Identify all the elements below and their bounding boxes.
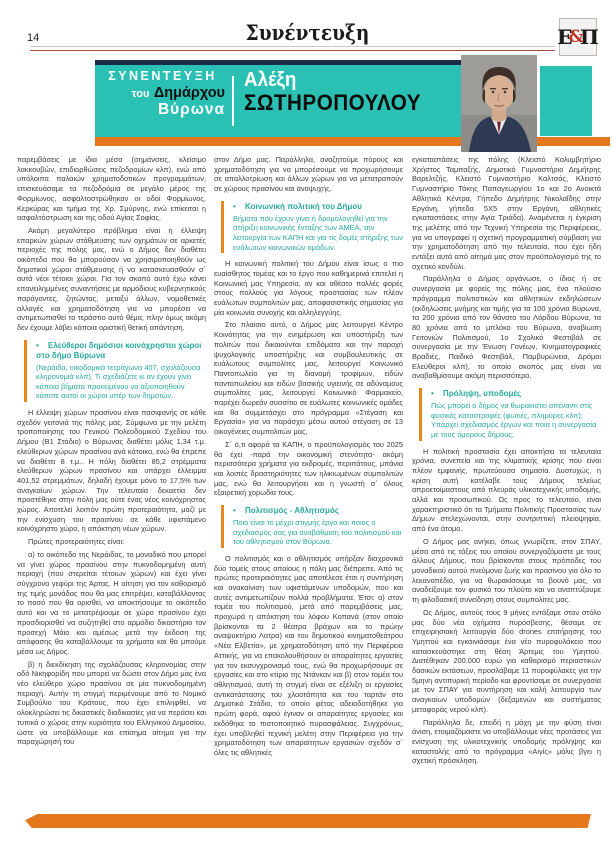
logo-left: Ε bbox=[557, 25, 573, 49]
question-block bbox=[24, 340, 206, 402]
portrait-illustration bbox=[461, 55, 537, 152]
paragraph: Παράλληλα δε, επειδή η μάχη με την φύση είναι άνιση, ετοιμαζόμαστε να υποβάλλουμε νέες προτάσεις για ενίσχυση της υλικοτεχνικής υποδομής πρόληψης και καταστολής από το πρόγραμμα «Αιγίς» μόλις βγει η σχετική πρόσκληση. bbox=[412, 717, 601, 766]
question-text: Πώς μπορεί ο δήμος να θωρακιστεί απέναντι στις φυσικές καταστροφές (φωτιές, πλημύρες κλπ); Υπάρχει σχεδιασμός έργων και ποια η συνεργασία με τους όμορους δήμους; bbox=[431, 401, 597, 439]
newspaper-logo bbox=[559, 18, 597, 56]
paragraph: παρεμβάσεις με ίδια μέσα (σημάνσεις, κλείσιμο λακκουβών, επιδιορθώσεις πεζοδρομίων κλπ), ενώ από υπόλοιπα παλαιών χρηματοδοτικών προγραμμάτων, επισκευάσαμε τα πεζοδρόμια σε μεγάλο μέρος της Φορμίωνος, ασφαλτοστρώθηκαν οι οδοί Φορμίωνος, Κερκύρας και τμήμα της Χρ. Σμύρνης, ενώ επίκειται η ασφαλτόστρωση και της οδού Αγίας Σοφίας. bbox=[17, 155, 206, 223]
question-heading bbox=[431, 389, 601, 399]
article-column-3 bbox=[412, 155, 601, 811]
paragraph: β) η διεκδίκηση της σχολάζουσας κληρονομίας στην οδό Νικηφορίδη που μπορεί να δώσει στον Δήμο μας ένα νέο ελεύθερο χώρο πρασίνου σε μία πυκνοδομημένη περιοχή. Αυτήν τη στιγμή περιμένουμε από το Νομικό Συμβούλιο του Κράτους, που έχει επιληφθεί, να ολοκληρώσει τις δικαστικές διαδικασίες για να περάσει και τυπικά ο χώρος στην κυριότητα του Ελληνικού Δημοσίου, ώστε να υποβάλλουμε και επίσημα αίτημα για την παραχώρησή του bbox=[17, 659, 206, 747]
paragraph: στον Δήμο μας. Παράλληλα, αναζητούμε πόρους και χρηματοδότηση για να μπορέσουμε να προχωρήσουμε σε απαλλοτρίωση και άλλων χώρων για να μετατραπούν σε χώρους πρασίνου και αναψυχής. bbox=[214, 155, 403, 194]
paragraph: Παράλληλα ο Δήμος οργάνωσε, ο ίδιος ή σε συνεργασία με φορείς της πόλης μας, ένα πλούσιο πρόγραμμα πολιτιστικών και αθλητικών εκδηλώσεων (εκδηλώσεις μνήμης και τιμής για τα 100 χρόνια Βύρωνα, τα 200 χρόνια από τον θάνατο του Λόρδου Βύρωνα, τα 80 χρόνια από το μπλόκο του Βύρωνα, αναβίωση Γειτονιών Πολιτισμού, 1ο Σχολικό Φεστιβάλ σε συνεργασία με την Ένωση Γονέων, Κινηματογραφικές Βραδιές, Παιδικό Φεστιβάλ, Παμβυρώνεια, Δρόμοι Ελεύθεροι κλπ), το οποίο σκοπός μας είναι να αναβαθμίσουμε ακόμη περισσότερο. bbox=[412, 274, 601, 381]
kicker-mayor: Δημάρχου bbox=[153, 85, 225, 102]
interview-kicker bbox=[100, 70, 225, 118]
paragraph: Σ΄ ό,τι αφορά τα ΚΑΠΗ, ο προϋπολογισμός του 2025 θα έχει -παρά την οικονομική στενότητα- ακόμη περισσότερα χρήματα για εκδρομές, περιπάτους, μπάνια και λοιπές δραστηριότητες των ηλικιωμένων συμπολιτών μας, ενώ θα λειτουργήσει και η γνωστή σ΄ όλους εξαιρετική χορωδία τους. bbox=[214, 439, 403, 498]
question-block bbox=[221, 505, 403, 548]
question-heading bbox=[233, 506, 403, 516]
question-title: Κοινωνική πολιτική του Δήμου bbox=[245, 201, 362, 211]
header-rule bbox=[30, 46, 555, 51]
article-column-1 bbox=[17, 155, 206, 811]
kicker-of: του bbox=[131, 88, 150, 101]
paragraph: Πρώτες προτεραιότητες είναι: bbox=[28, 537, 125, 547]
paragraph: Η έλλειψη χώρων πρασίνου είναι πασιφανής σε κάθε σχεδόν γειτονιά της πόλης μας. Σύμφωνα με την μελέτη τροποποίησης του Γενικού Πολεοδομικού Σχεδίου του Δήμου (Β1 Στάδιο) ο Βύρωνας διαθέτει μόλις 1,34 τ.μ. ελεύθερων χώρων πρασίνου ανά κάτοικο, ενώ θα έπρεπε να διαθέτει 8 τ.μ.. Η πόλη διαθέτει 85,2 στρέμματα ελεύθερων χώρων πρασίνου και υπάρχει έλλειμμα 401,52 στρεμμάτων, δηλαδή έχουμε μόνο το 17,5% των αναγκαίων χώρων. Την τελευταία δεκαετία δεν προστέθηκε στην πόλη μας ούτε ένας νέος κοινόχρηστος χώρος. Αποτελεί λοιπόν πρώτη προτεραιότητα, μαζί με την ενίσχυση του πρασίνου σε κάθε υφιστάμενο κοινόχρηστο χώρο, η απόκτηση νέων χώρων. bbox=[17, 408, 206, 534]
banner-divider bbox=[232, 76, 234, 126]
paragraph: Στο πλαίσιο αυτό, ο Δήμος μας λειτουργεί Κέντρο Κοινότητας για την ενημέρωση και υποστήριξη των πολιτών που δικαιούνται επιδόματα και την παροχή ψυχολογικής υποστήριξης και συμβουλευτικής σε ευάλωτους συμπολίτες μας, λειτουργεί Κοινωνικό Παντοπωλείο για τη διανομή τροφίμων, ειδών παντοπωλείου και ειδών βασικής υγιεινής σε αδύναμους συμπολίτες μας, λειτουργεί Κοινωνικό Φαρμακείο, παρέχει δωρεάν συσσίτιο σε ευάλωτες κοινωνικές ομάδες και θα συμμετάσχει στο πρόγραμμα «Στέγαση και Εργασία» για να παράσχει μέσω αυτού στέγαση σε 13 οικογένειες συμπολιτών μας, bbox=[214, 320, 403, 437]
paragraph: Ο Δήμος μας ανήκει, όπως γνωρίζετε, στον ΣΠΑΥ, μέσα από τις τάξεις του οποίου συνεργαζόμαστε με τους άλλους Δήμους, που βρίσκονται στους πρόποδες του μοναδικού αυτού πνεύμονα ζωής και πρασίνου για όλο το λεκανοπέδιο, για να θωρακίσουμε το βουνό μας, να αναδείξουμε τον φυσικό του πλούτο και να αναπτύξουμε τη φιλοδασική συνείδηση στους συμπολίτες μας. bbox=[412, 536, 601, 605]
mayor-last-name: ΣΩΤΗΡΟΠΟΥΛΟΥ bbox=[244, 90, 421, 115]
logo-ampersand-icon: & bbox=[568, 26, 584, 47]
paragraph: Η πολιτική προστασία έχει αποκτήσει τα τελευταία χρόνια, συνεπεία και της κλιματικής κρίσης που είναι πλέον εμφανής, πρωτεύουσα σημασία. Δυστυχώς, η κρίση αυτή κατέλαβε τους Δήμους τελείως απροετοίμαστους από πλευράς υλικοτεχνικής υποδομής, αλλά και προσωπικού. Ως προς το τελευταίο, είναι χαρακτηριστικό ότι τα Τμήματα Πολιτικής Προστασίας των Δήμων στελεχώνονται, στην συντριπτική πλειοψηφία, από ένα άτομο. bbox=[412, 446, 601, 534]
mayor-portrait-photo bbox=[461, 55, 537, 152]
page-number: 14 bbox=[27, 32, 40, 44]
question-title: Πρόληψη, υποδομές bbox=[443, 389, 522, 399]
paragraph: εγκαταστάσεις της πόλης (Κλειστό Κολυμβητήριο Χρήστος Ταμπαξής, Δημοτικό Γυμναστήριο Δημήτρης Βαρελτζής, Κλειστό Γυμναστήριο Καλτσάς, Κλειστό Γυμναστήριο Τάκης Παπαγεωργίου 1ο και 2ο Ανοικτά Αθλητικά Κέντρα, Γήπεδο Δημήτρης Νικολαΐδης στην Εργάνη, γήπεδα 5Χ5 στην Εργάνη, αθλητικές εγκαταστάσεις στην Αγία Τριάδα). Αναμένεται η έγκριση της μελέτης από την Τεχνική Υπηρεσία της Περιφέρειας, για να υπογραφεί η σχετική προγραμματική σύμβαση για την χρηματοδότηση από την τελευταία, που έχει ήδη εντάξει αυτά από αίτημά μας στον προϋπολογισμό της το σχετικό κονδύλι. bbox=[412, 155, 601, 271]
question-text: Βήματα που έχουν γίνει ή δρομολογηθεί για την στήριξη κοινωνικής ένταξης των ΑΜΕΑ, την λειτουργία των ΚΑΠΗ και για τις δομές στήριξης των ευάλωτων κοινωνικών ομάδων. bbox=[233, 213, 403, 252]
question-block bbox=[419, 388, 601, 440]
paragraph: Ο πολιτισμός και ο αθλητισμός υπήρξαν διαχρονικά δύο τομείς στους οποίους η πόλη μας διέπρεπε. Από τις πρώτες προτεραιότητες μας αποτέλεσε έτσι η συντήρηση και ανακαίνιση των υφιστάμενων υποδομών, που και αυτές αντιμετωπίζουν πολλά προβλήματα. Έτσι: α) στον τομέα του πολιτισμού, μετά από παρεμβάσεις μας, προχωρά η απόκτηση του λόφου Κοπανά (στον οποίο βρίσκονται τα 2 θέατρα βράχων και το πρώην αναψυκτήριο Λατρα) και του δημοτικού κινηματοθεάτρου «Νέα Ελβετία», με χρηματοδότηση από την Περιφέρεια Αττικής, για να επακολουθήσουν οι απαραίτητες εργασίες για τον εκσυγχρονισμό τους, ενώ θα προχωρήσουμε σε εργασίες και στο κτίριο της Ντάνκαν και β) στον τομέα του αθλητισμού, αυτή τη στιγμή είναι σε εξέλιξη οι εργασίες αντικατάστασης του χλοοτάπητα και του ταρτάν στο Δημοτικό Στάδιο, το οποίο φέτος αδειοδοτήθηκε για πρώτη φορά, αφού έγιναν οι απαραίτητες εργασίες και εκδόθηκε το πιστοποιητικό πυρασφάλειας. Συγχρόνως, έχει υποβληθεί τεχνική μελέτη στην Περιφέρεια για την χρηματοδότηση των απαραίτητων εργασιών σχεδόν σ΄ όλες τις αθλητικές bbox=[214, 553, 403, 757]
kicker-line1: ΣΥΝΕΝΤΕΥΞΗ bbox=[108, 69, 217, 83]
bullet-icon: • bbox=[431, 389, 434, 399]
bullet-icon: • bbox=[36, 340, 39, 350]
article-column-2 bbox=[214, 155, 403, 811]
question-heading bbox=[36, 341, 206, 361]
question-text: (Νεράιδα, οικοδομικά τετράγωνα 407, σχολάζουσα κληρονομιά κλπ), Τι σχεδιάζετε κι αν έχουν γίνει κάποια βήματα προκειμένου να αξιοποιηθούν κάποτε αυτοί οι χώροι υπέρ των δημοτών. bbox=[36, 362, 201, 401]
logo-right: Π bbox=[579, 25, 599, 49]
paragraph: α) το οικόπεδο της Νεράιδας, το μοναδικό που μπορεί να γίνει χώρος πρασίνου στην πυκνοδομημένη αυτή περιοχή (που στερείται τέτοιων χώρων) και έχει γίνει σύγχρονο γεφύρι της Άρτας. Η αίτηση για τον καθορισμό της τιμής μονάδας που θα μας επιτρέψει, καταβάλλοντας το ποσό που θα ορισθεί, να αποκτήσουμε το οικόπεδο αυτό και να το μετατρέψουμε σε χώρο πρασίνου έχει προσδιορισθεί να συζητηθεί στο αρμόδιο δικαστήριο τον προσεχή Μάιο και αμέσως μετά την έκδοση της απόφασης θα καταβάλλουμε τα χρήματα και θα μπούμε μέσα ως Δήμος. bbox=[17, 549, 206, 656]
bullet-icon: • bbox=[233, 201, 236, 211]
mayor-name bbox=[244, 70, 421, 114]
paragraph: Η κοινωνική πολιτική του Δήμου είναι ίσως ο πιο ευαίσθητος τομέας και το έργο που καθημερινά επιτελεί η Κοινωνική μας Υπηρεσία, αν και αθέατο πολλές φορές στους πολλούς για λόγους προστασίας των πλέον ευάλωτων συμπολιτών μας, αποφασιστικής σημασίας για μία κοινωνία συνοχής και αλληλεγγύης. bbox=[214, 259, 403, 317]
section-title: Συνέντευξη bbox=[245, 20, 370, 45]
question-block bbox=[221, 201, 403, 253]
question-title: Ελεύθεροι δημόσιοι κοινόχρηστοι χώροι στο δήμο Βύρωνα bbox=[36, 340, 202, 360]
paragraph: Ακόμη μεγαλύτερο πρόβλημα είναι η έλλειψη επαρκών χώρων στάθμευσης των οχημάτων σε αρκετές περιοχές της πόλης μας, ενώ ο Δήμος δεν διαθέτει οικόπεδα που θα μπορούσαν να χρησιμοποιηθούν ως δημοτικοί χώροι στάθμευσης ή να κατασκευασθούν σ΄ αυτά νέοι τέτοιοι χώροι. Για τον σκοπό αυτό έχω κάνει επανειλημμένες συναντήσεις με αρμόδιους κυβερνητικούς παράγοντες, ζητώντας, μεταξύ άλλων, νομοθετικές αλλαγές και χρηματοδότηση για να μπορέσει να αντιμετωπισθεί το τεράστιο αυτό θέμα, πλην όμως ακόμη δεν έχουμε λάβει κάποια οριστική θετική απάντηση. bbox=[17, 225, 206, 332]
question-title: Πολιτισμός - Αθλητισμός bbox=[245, 506, 339, 516]
paragraph: Ως Δήμος, αυτούς τους 9 μήνες εντάξαμε στον στόλο μας δύο νέα οχήματα πυρόσβεσης, θέσαμε σε επιχειρησιακή λειτουργία δύο drones επιτήρησης του Υμηττού και εγκαινιάσαμε ένα νέο πυροφυλάκειο που κατασκευάστηκε στη θέση Άρτεμις του Υμηττού. Διατέθηκαν 200.000 ευρώ για καθαρισμό περιαστικών δασικών εκτάσεων, προσλάβαμε 11 πυροφύλακες για την 5μηνη αντιπυρική περίοδο και φροντίσαμε σε συνεργασία με τον ΣΠΑΥ για συντήρηση και καλή λειτουργία των αναγκαίων υποδομών (δεξαμενών και συστήματος μεταφοράς νερού κλπ). bbox=[412, 607, 601, 714]
mayor-first-name: Αλέξη bbox=[244, 69, 297, 91]
bottom-orange-ribbon bbox=[25, 814, 591, 828]
banner-teal-block-right bbox=[540, 66, 592, 136]
kicker-city: Βύρωνα bbox=[157, 100, 225, 118]
question-text: Ποιο είναι το μέχρι στιγμής έργο και ποιος ο σχεδιασμός σας για αναβάθμιση του πολιτισμού και του αθλητισμού στον Βύρωνα. bbox=[233, 518, 402, 547]
question-heading bbox=[233, 202, 403, 212]
kicker-line2 bbox=[100, 85, 225, 102]
bullet-icon: • bbox=[233, 506, 236, 516]
